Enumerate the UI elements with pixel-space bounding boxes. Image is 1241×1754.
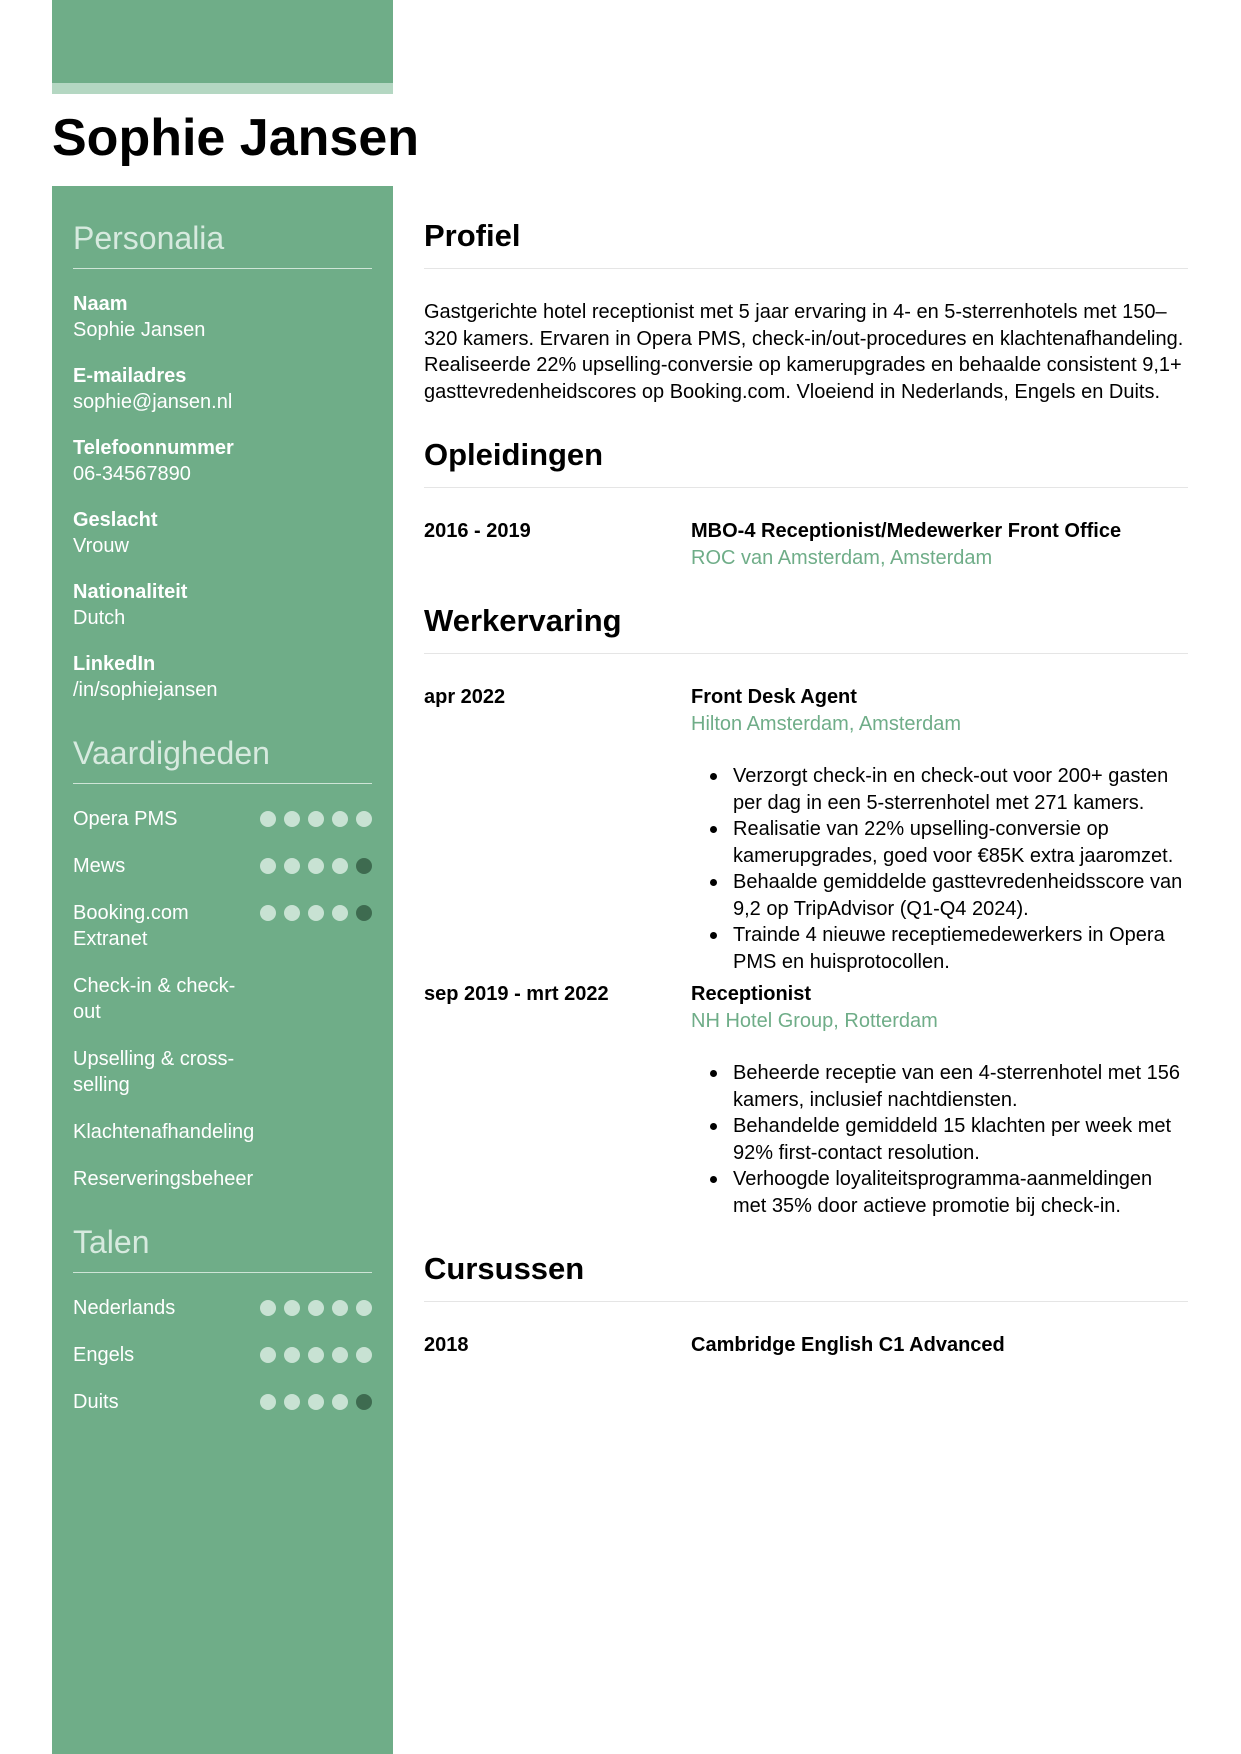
field-label: Naam	[73, 293, 128, 315]
rating-dot-filled	[308, 1300, 324, 1316]
skill-name: Booking.com Extranet	[73, 902, 189, 950]
rating-dot-filled	[284, 905, 300, 921]
field-gender	[73, 507, 372, 559]
main-content	[424, 186, 1188, 1359]
rating-dot-filled	[284, 858, 300, 874]
work-entry	[424, 981, 1188, 1219]
skill-row	[73, 1046, 372, 1098]
bullet-item: Verhoogde loyaliteitsprogramma-aanmeldingen met 35% door actieve promotie bij check-in.	[733, 1166, 1188, 1219]
entry-body	[691, 518, 1188, 571]
personalia-heading: Personalia	[73, 218, 372, 269]
rating-dot-filled	[284, 1394, 300, 1410]
skill-name: Opera PMS	[73, 808, 178, 830]
field-nationality	[73, 579, 372, 631]
rating-dot-filled	[260, 858, 276, 874]
entry-date: sep 2019 - mrt 2022	[424, 983, 609, 1005]
entry-title: MBO-4 Receptionist/Medewerker Front Office	[691, 520, 1122, 542]
skill-row	[73, 900, 372, 952]
sidebar	[52, 186, 393, 1754]
education-heading: Opleidingen	[424, 405, 1188, 488]
field-naam	[73, 291, 372, 343]
rating-dot-filled	[284, 1300, 300, 1316]
bullet-item: Trainde 4 nieuwe receptiemedewerkers in Opera PMS en huisprotocollen.	[733, 922, 1188, 975]
entry-date: 2018	[424, 1334, 469, 1356]
field-label: Geslacht	[73, 509, 158, 531]
profile-heading: Profiel	[424, 186, 1188, 269]
skills-list	[73, 806, 372, 1192]
entry-org: Hilton Amsterdam, Amsterdam	[691, 712, 962, 735]
rating-dot-filled	[308, 905, 324, 921]
field-value: sophie@jansen.nl	[73, 391, 233, 413]
rating-dot-filled	[260, 1347, 276, 1363]
profile-text: Gastgerichte hotel receptionist met 5 jaar ervaring in 4- en 5-sterrenhotels met 150–320 kamers. Ervaren in Opera PMS, check-in/out-procedures en klachtenafhandeling. Realiseerde 22% upselling-conversie op kamerupgrades en behaalde consistent 9,1+ gasttevredenheidscores op Booking.com. Vloeiend in Nederlands, Engels en Duits.	[424, 301, 1184, 403]
skill-name: Mews	[73, 855, 126, 877]
skill-name: Reserveringsbeheer	[73, 1168, 254, 1190]
bullet-list	[691, 1060, 1188, 1219]
skill-name: Engels	[73, 1344, 135, 1366]
skill-name: Check-in & check-out	[73, 975, 236, 1023]
rating-dot-filled	[260, 905, 276, 921]
rating-dot-filled	[356, 1300, 372, 1316]
rating-dot-filled	[332, 905, 348, 921]
rating-dots	[260, 806, 372, 827]
skill-row	[73, 853, 372, 879]
rating-dots	[260, 900, 372, 921]
rating-dot-filled	[332, 811, 348, 827]
candidate-name: Sophie Jansen	[52, 109, 419, 167]
skills-heading: Vaardigheden	[73, 733, 372, 784]
field-value: 06-34567890	[73, 463, 191, 485]
skill-row	[73, 1295, 372, 1321]
entry-org: ROC van Amsterdam, Amsterdam	[691, 546, 993, 569]
rating-dot-filled	[356, 811, 372, 827]
rating-dot-empty	[356, 858, 372, 874]
skill-row	[73, 806, 372, 832]
entry-title: Front Desk Agent	[691, 686, 857, 708]
courses-heading: Cursussen	[424, 1219, 1188, 1302]
education-entry	[424, 518, 1188, 571]
work-entry	[424, 684, 1188, 975]
field-phone	[73, 435, 372, 487]
entry-org: NH Hotel Group, Rotterdam	[691, 1009, 938, 1032]
entry-title: Receptionist	[691, 983, 812, 1005]
rating-dot-filled	[308, 1347, 324, 1363]
rating-dot-filled	[332, 1394, 348, 1410]
skill-name: Nederlands	[73, 1297, 176, 1319]
rating-dot-filled	[260, 1300, 276, 1316]
rating-dot-filled	[284, 811, 300, 827]
field-value: Sophie Jansen	[73, 319, 206, 341]
rating-dot-filled	[308, 811, 324, 827]
rating-dots	[260, 1389, 372, 1410]
rating-dot-filled	[308, 858, 324, 874]
field-label: Nationaliteit	[73, 581, 188, 603]
rating-dot-filled	[308, 1394, 324, 1410]
rating-dot-filled	[332, 1347, 348, 1363]
entry-date: 2016 - 2019	[424, 520, 531, 542]
rating-dot-empty	[356, 905, 372, 921]
rating-dots	[260, 1295, 372, 1316]
skill-row	[73, 1166, 372, 1192]
entry-body	[691, 684, 1188, 975]
languages-heading: Talen	[73, 1222, 372, 1273]
skill-row	[73, 1389, 372, 1415]
skill-name: Upselling & cross-selling	[73, 1048, 235, 1096]
field-label: E-mailadres	[73, 365, 187, 387]
entry-title: Cambridge English C1 Advanced	[691, 1334, 1005, 1356]
field-value: /in/sophiejansen	[73, 679, 218, 701]
bullet-list	[691, 763, 1188, 975]
rating-dot-filled	[260, 1394, 276, 1410]
rating-dot-filled	[356, 1347, 372, 1363]
rating-dot-empty	[356, 1394, 372, 1410]
field-email	[73, 363, 372, 415]
header-accent-stripe	[52, 83, 393, 94]
work-list	[424, 684, 1188, 1219]
bullet-item: Behaalde gemiddelde gasttevredenheidsscore van 9,2 op TripAdvisor (Q1-Q4 2024).	[733, 869, 1188, 922]
field-value: Dutch	[73, 607, 126, 629]
rating-dot-filled	[332, 858, 348, 874]
rating-dots	[260, 853, 372, 874]
skill-name: Klachtenafhandeling	[73, 1121, 255, 1143]
rating-dot-filled	[260, 811, 276, 827]
field-label: Telefoonnummer	[73, 437, 234, 459]
field-linkedin	[73, 651, 372, 703]
bullet-item: Realisatie van 22% upselling-conversie op kamerupgrades, goed voor €85K extra jaaromzet.	[733, 816, 1188, 869]
header-accent-block	[52, 0, 393, 83]
bullet-item: Verzorgt check-in en check-out voor 200+ gasten per dag in een 5-sterrenhotel met 271 kamers.	[733, 763, 1188, 816]
languages-list	[73, 1295, 372, 1415]
entry-body	[691, 981, 1188, 1219]
rating-dots	[260, 1342, 372, 1363]
bullet-item: Beheerde receptie van een 4-sterrenhotel met 156 kamers, inclusief nachtdiensten.	[733, 1060, 1188, 1113]
field-value: Vrouw	[73, 535, 129, 557]
field-label: LinkedIn	[73, 653, 156, 675]
skill-name: Duits	[73, 1391, 119, 1413]
entry-body	[691, 1332, 1188, 1359]
course-entry	[424, 1332, 1188, 1359]
entry-date: apr 2022	[424, 686, 506, 708]
skill-row	[73, 1119, 372, 1145]
rating-dot-filled	[284, 1347, 300, 1363]
bullet-item: Behandelde gemiddeld 15 klachten per week met 92% first-contact resolution.	[733, 1113, 1188, 1166]
rating-dot-filled	[332, 1300, 348, 1316]
skill-row	[73, 1342, 372, 1368]
skill-row	[73, 973, 372, 1025]
work-heading: Werkervaring	[424, 571, 1188, 654]
